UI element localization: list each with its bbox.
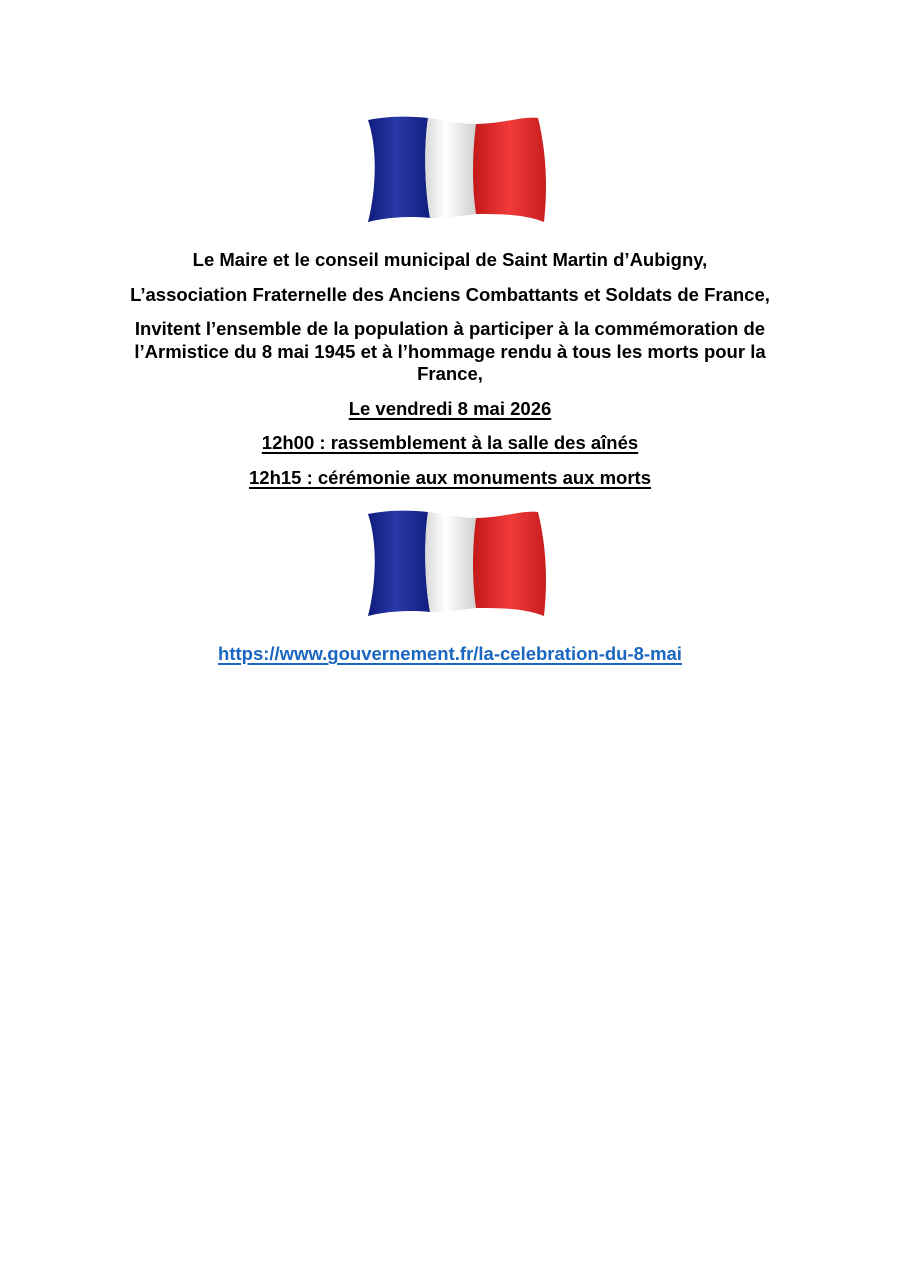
schedule-item-ceremony [110, 467, 790, 489]
schedule-item-gathering-text: 12h00 : rassemblement à la salle des aînés [261, 432, 639, 453]
invitation-line-association: L’association Fraternelle des Anciens Combattants et Soldats de France, [130, 284, 770, 305]
invitation-line-mayor: Le Maire et le conseil municipal de Saint Martin d’Aubigny, [192, 249, 708, 270]
event-date [110, 398, 790, 420]
invitation-paragraph: Invitent l’ensemble de la population à participer à la commémoration de l’Armistice du 8 mai 1945 et à l’hommage rendu à tous les morts pour la France, [134, 318, 766, 384]
event-date-text: Le vendredi 8 mai 2026 [348, 398, 552, 419]
french-flag-icon [364, 508, 548, 618]
government-celebration-link[interactable]: https://www.gouvernement.fr/la-celebration-du-8-mai [218, 643, 682, 664]
french-flag-icon [364, 114, 548, 224]
schedule-item-ceremony-text: 12h15 : cérémonie aux monuments aux morts [249, 467, 651, 488]
schedule-item-gathering [110, 432, 790, 454]
